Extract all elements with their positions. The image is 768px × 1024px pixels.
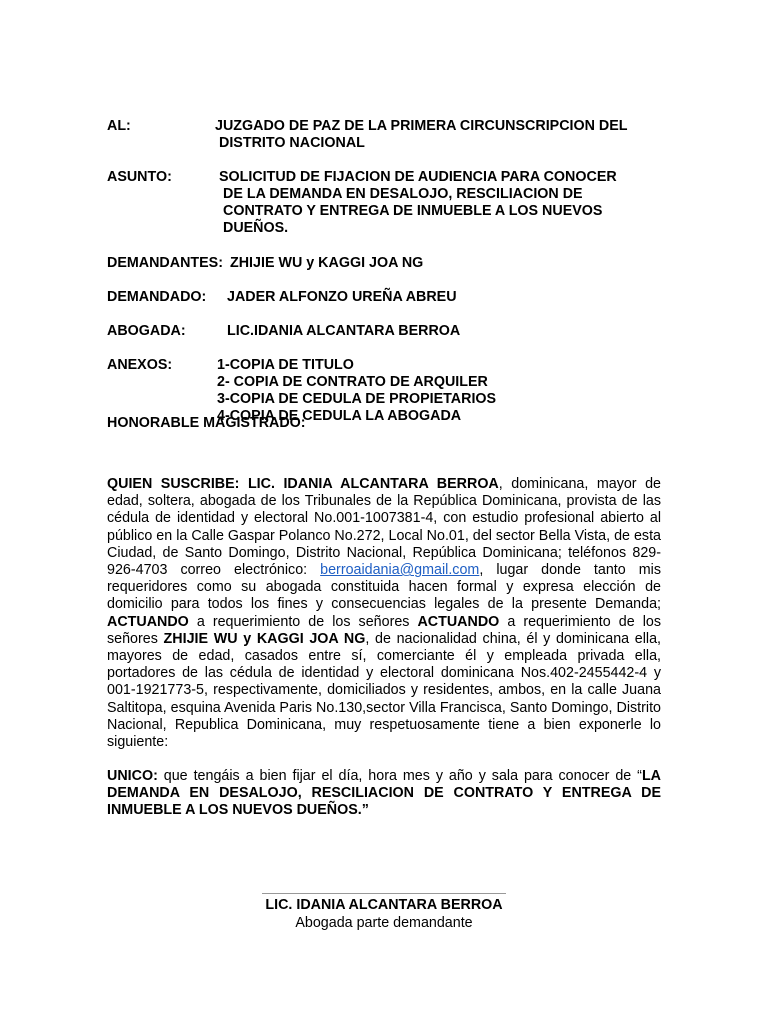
demandantes-label: DEMANDANTES:: [107, 255, 223, 271]
unico-text: que tengáis a bien fijar el día, hora mes y año y sala para conocer de “: [157, 768, 642, 784]
asunto-line: CONTRATO Y ENTREGA DE INMUEBLE A LOS NUEVOS: [223, 203, 603, 219]
anexo-item: 3-COPIA DE CEDULA DE PROPIETARIOS: [217, 391, 497, 407]
quien-suscribe: QUIEN SUSCRIBE: LIC. IDANIA ALCANTARA BERROA: [107, 476, 499, 492]
body-text: , dominicana, mayor de edad, soltera, abogada de los Tribunales de la República Dominicana, provista de las cédula de identidad y electoral No.001-1007381-4, con estudio profesional abierto al público en la Calle Gaspar Polanco No.272, Local No.01, del sector Bella Vista, de esta Ciudad, de Santo Domingo, Distrito Nacional, República Dominicana; teléfonos 829-926-4703 correo electrónico:: [107, 476, 661, 579]
email-link[interactable]: berroaidania@gmail.com: [320, 562, 480, 579]
actuando-keyword: ACTUANDO: [107, 613, 189, 630]
anexos-label: ANEXOS:: [107, 357, 173, 373]
demandantes-value: ZHIJIE WU y KAGGI JOA NG: [230, 255, 424, 271]
signature-line: [262, 893, 506, 894]
demandado-label: DEMANDADO:: [107, 289, 207, 305]
signature-name: LIC. IDANIA ALCANTARA BERROA: [265, 897, 503, 913]
salutation: HONORABLE MAGISTRADO:: [107, 415, 306, 431]
asunto-line: DUEÑOS.: [223, 220, 289, 236]
al-line: DISTRITO NACIONAL: [219, 135, 365, 151]
asunto-value: [219, 169, 617, 237]
body-text: a requerimiento de los señores: [188, 613, 418, 630]
demandado-value: JADER ALFONZO UREÑA ABREU: [227, 289, 457, 305]
al-line: JUZGADO DE PAZ DE LA PRIMERA CIRCUNSCRIPCION DEL: [215, 118, 628, 134]
unico-paragraph: [107, 768, 661, 820]
main-paragraph: [107, 476, 661, 751]
body-text: , lugar donde tanto mis requeridores como su abogada constituida hacen formal y expresa elección de domicilio para todos los fines y consecuencias legales de la presente Demanda;: [107, 562, 661, 613]
unico-demand: LA DEMANDA EN DESALOJO, RESCILIACION DE CONTRATO Y ENTREGA DE INMUEBLE A LOS NUEVOS DUEÑOS.”: [107, 768, 661, 819]
anexo-item: 2- COPIA DE CONTRATO DE ARQUILER: [217, 374, 488, 390]
actuando-keyword: ACTUANDO: [417, 613, 500, 630]
asunto-line: SOLICITUD DE FIJACION DE AUDIENCIA PARA CONOCER: [219, 169, 617, 185]
al-value: [215, 118, 628, 152]
anexo-item: 1-COPIA DE TITULO: [217, 357, 354, 373]
anexo-item: 4-COPIA DE CEDULA LA ABOGADA: [217, 408, 462, 424]
demandantes-names: ZHIJIE WU y KAGGI JOA NG: [163, 630, 366, 647]
unico-label: UNICO:: [107, 768, 158, 784]
abogada-label: ABOGADA:: [107, 323, 186, 339]
asunto-label: ASUNTO:: [107, 169, 172, 185]
abogada-value: LIC.IDANIA ALCANTARA BERROA: [227, 323, 461, 339]
signature-role: Abogada parte demandante: [295, 915, 473, 931]
body-text: , de nacionalidad china, él y dominicana ella, mayores de edad, casados entre sí, comerciante él y empleada privada ella, portadores de las cédula de identidad y electoral dominicana Nos.402-2455442-4 y 001-1921773-5, respectivamente, domiciliados y residentes, ambos, en la calle Juana Saltitopa, esquina Avenida Paris No.130,sector Villa Francisca, Santo Domingo, Distrito Nacional, Republica Dominicana, muy respetuosamente tiene a bien exponerle lo siguiente:: [107, 630, 662, 751]
body-text: a requerimiento de los señores: [107, 613, 661, 647]
al-label: AL:: [107, 118, 131, 134]
asunto-line: DE LA DEMANDA EN DESALOJO, RESCILIACION DE: [223, 186, 583, 202]
